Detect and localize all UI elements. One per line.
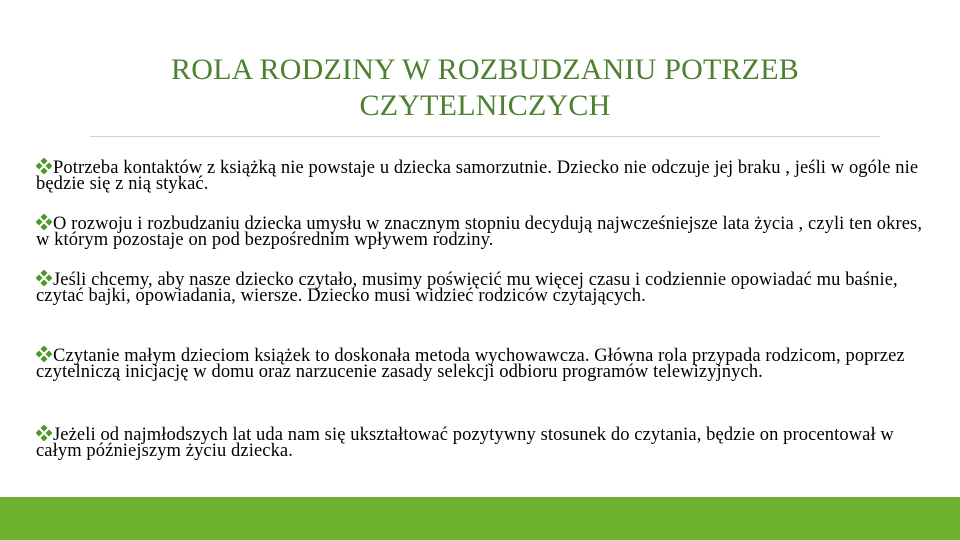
bullet-text: Jeśli chcemy, aby nasze dziecko czytało, musimy poświęcić mu więcej czasu i codziennie opowiadać mu baśnie, czytać bajki, opowiadania, wiersze. Dziecko musi widzieć rodziców czytających.	[36, 270, 898, 306]
diamond-bullet-icon	[36, 346, 52, 362]
bullet-paragraph	[36, 158, 936, 192]
bullet-item	[36, 346, 936, 380]
bullet-text: Jeżeli od najmłodszych lat uda nam się ukształtować pozytywny stosunek do czytania, będzie on procentował w całym późniejszym życiu dziecka.	[36, 425, 894, 461]
bullet-text: O rozwoju i rozbudzaniu dziecka umysłu w znacznym stopniu decydują najwcześniejsze lata życia , czyli ten okres, w którym pozostaje on pod bezpośrednim wpływem rodziny.	[36, 214, 923, 250]
bullet-item	[36, 425, 936, 459]
bullet-paragraph	[36, 346, 936, 380]
bullet-paragraph	[36, 214, 936, 248]
diamond-bullet-icon	[36, 270, 52, 286]
bullet-item	[36, 214, 936, 248]
slide-title: ROLA RODZINY W ROZBUDZANIU POTRZEB CZYTELNICZYCH	[171, 53, 799, 122]
bullet-paragraph	[36, 425, 936, 459]
bullet-text: Potrzeba kontaktów z książką nie powstaje u dziecka samorzutnie. Dziecko nie odczuje jej braku , jeśli w ogóle nie będzie się z nią stykać.	[36, 158, 919, 194]
bullet-paragraph	[36, 270, 936, 304]
footer-accent-bar	[0, 497, 960, 540]
bullet-text: Czytanie małym dzieciom książek to doskonała metoda wychowawcza. Główna rola przypada rodzicom, poprzez czytelniczą inicjację w domu oraz narzucenie zasady selekcji odbioru programów telewizyjnych.	[36, 346, 905, 382]
diamond-bullet-icon	[36, 158, 52, 174]
bullet-item	[36, 158, 936, 192]
diamond-bullet-icon	[36, 214, 52, 230]
diamond-bullet-icon	[36, 425, 52, 441]
bullet-item	[36, 270, 936, 304]
title-divider	[90, 136, 880, 137]
